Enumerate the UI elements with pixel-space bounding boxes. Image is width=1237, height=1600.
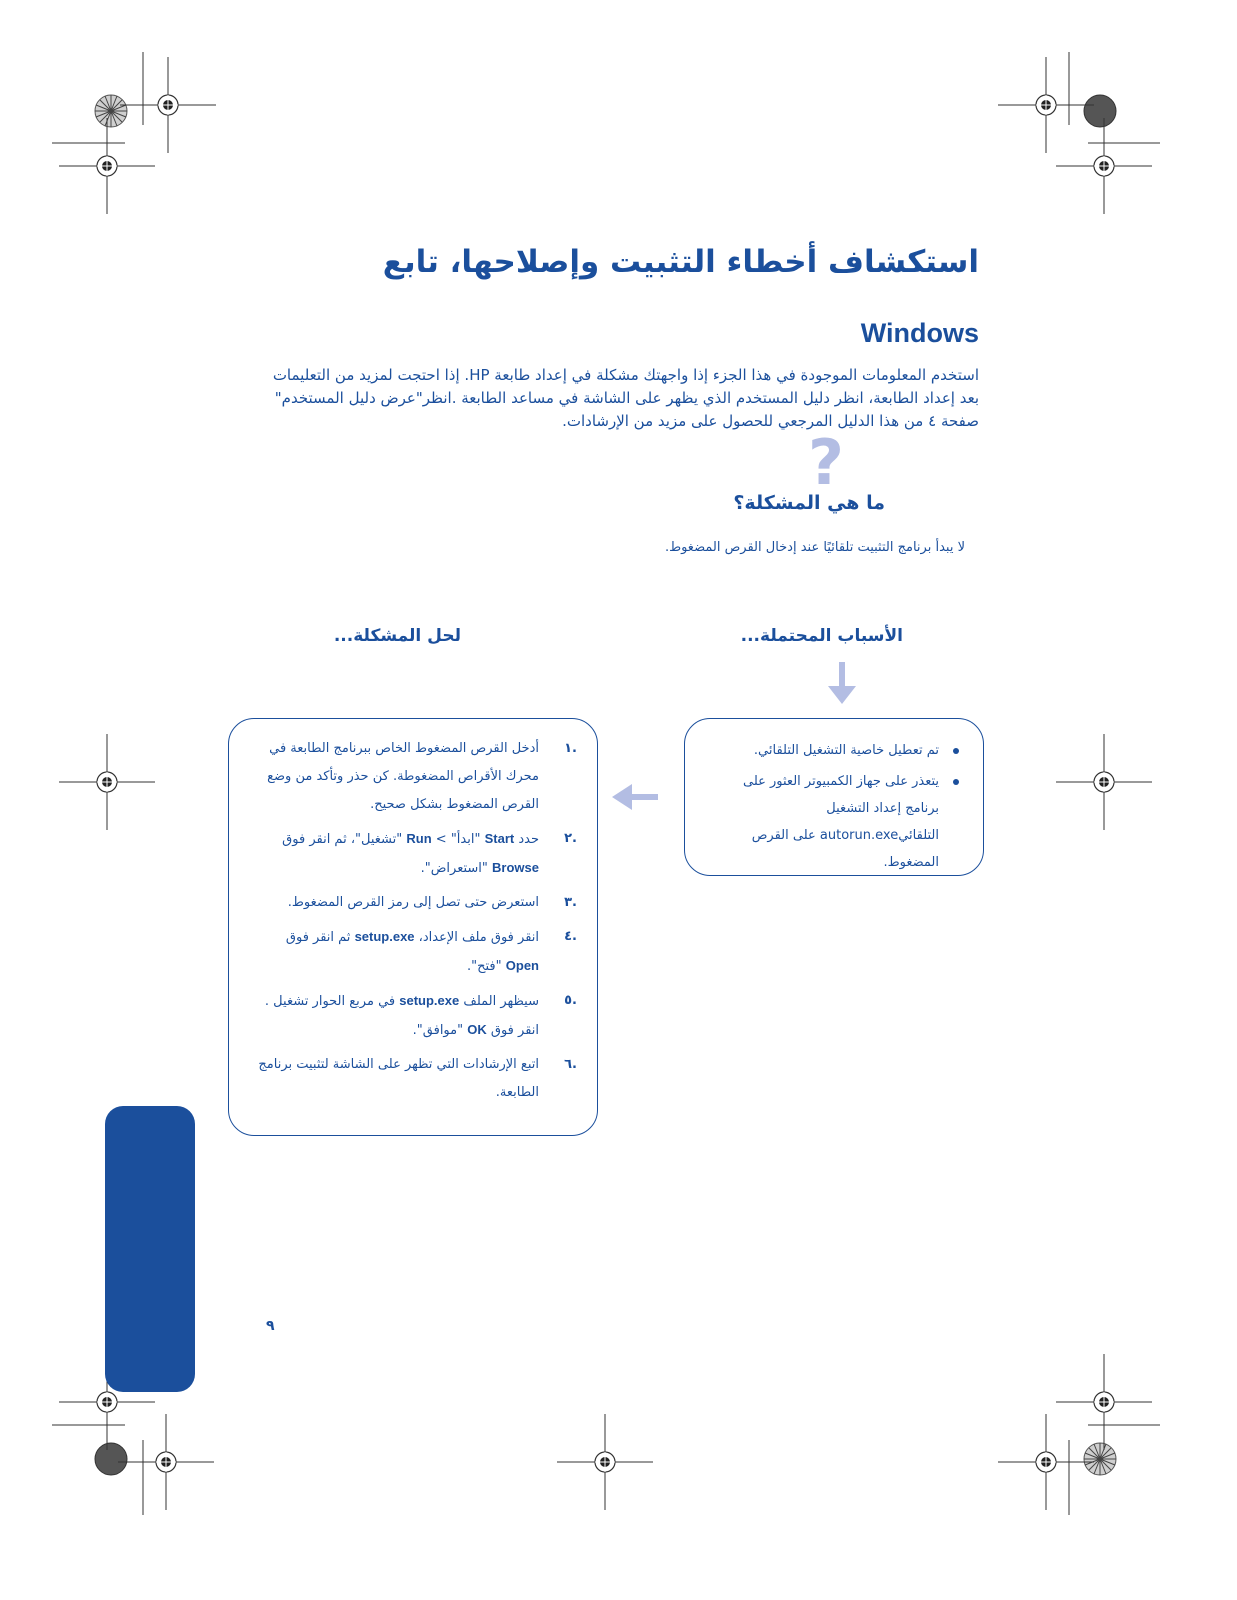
question-mark-icon: ? [808,426,844,499]
step-text: انقر فوق ملف الإعداد، setup.exe ثم انقر فوق Open "فتح". [285,929,539,974]
problem-description: لا يبدأ برنامج التثبيت تلقائيًا عند إدخال القرص المضغوط. [664,540,965,555]
step-text: استعرض حتى تصل إلى رمز القرص المضغوط. [287,895,539,910]
list-item: يتعذر على جهاز الكمبيوتر العثور على برنامج إعداد التشغيل التلقائيautorun.exe على القرص المضغوط. [711,768,961,876]
arrow-down-icon [826,662,858,706]
step-number: .٤ [564,929,577,944]
solution-box [228,718,598,1136]
language-side-tab [105,1106,195,1392]
list-item: تم تعطيل خاصية التشغيل التلقائي. [711,737,961,764]
step-text: سيظهر الملف setup.exe في مربع الحوار تشغيل . انقر فوق OK "موافق". [264,993,539,1038]
list-item [257,889,577,917]
intro-paragraph: استخدم المعلومات الموجودة في هذا الجزء إذا واجهتك مشكلة في إعداد طابعة HP. إذا احتجت لمزيد من التعليمات بعد إعداد الطابعة، انظر دليل المستخدم الذي يظهر على الشاشة في مساعد الطابعة .انظر"عرض دليل المستخدم" صفحة ٤ من هذا الدليل المرجعي للحصول على مزيد من الإرشادات. [272,366,979,430]
solution-heading: لحل المشكلة... [333,626,461,646]
causes-box [684,718,984,876]
step-number: .٣ [564,895,577,910]
step-number: .٢ [564,831,577,846]
list-item [257,735,577,819]
step-text: حدد Start "ابدأ" > Run "تشغيل"، ثم انقر فوق Browse "استعراض". [282,831,539,876]
problem-heading: ما هي المشكلة؟ [733,492,885,514]
list-item [257,1051,577,1107]
step-text: أدخل القرص المضغوط الخاص ببرنامج الطابعة في محرك الأقراص المضغوطة. كن حذر وتأكد من وضع القرص المضغوط بشكل صحيح. [267,741,539,812]
page-number: ٩ [266,1318,275,1334]
list-item [257,923,577,981]
list-item [257,825,577,883]
causes-list [711,737,961,880]
solution-steps [257,735,577,1113]
side-tab-label: عربي [48,1240,68,1284]
step-number: .٦ [564,1057,577,1072]
step-number: .١ [564,741,577,756]
page-title: استكشاف أخطاء التثبيت وإصلاحها، تابع [382,244,979,280]
step-number: .٥ [564,993,577,1008]
causes-heading: الأسباب المحتملة... [740,626,903,646]
arrow-left-icon [612,782,658,812]
step-text: اتبع الإرشادات التي تظهر على الشاشة لتثبيت برنامج الطابعة. [258,1057,539,1100]
list-item [257,987,577,1045]
section-subtitle: Windows [860,318,979,348]
